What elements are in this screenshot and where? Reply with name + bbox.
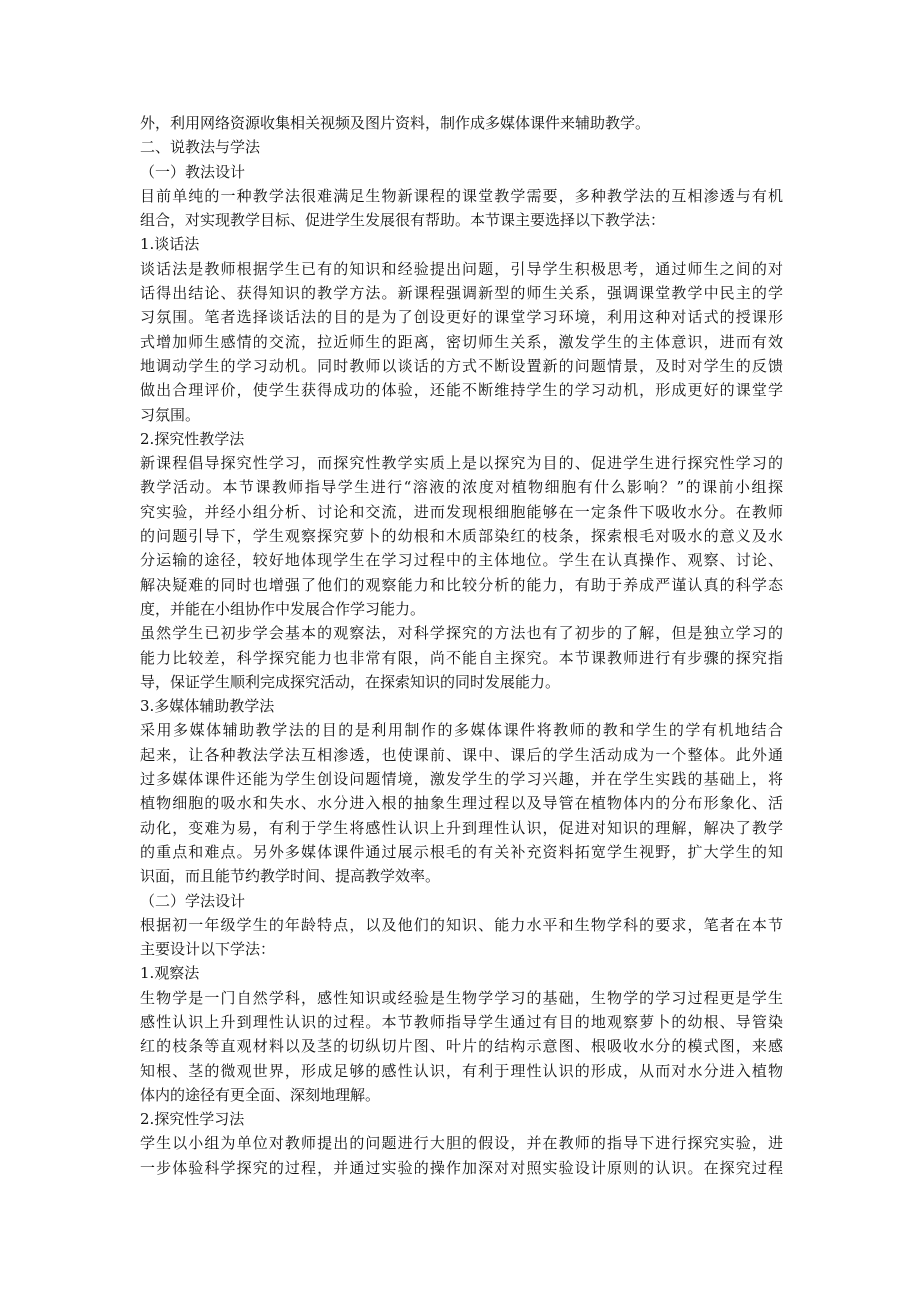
- text-line: 生物学是一门自然学科，感性知识或经验是生物学学习的基础，生物学的学习过程更是学生: [140, 988, 783, 1007]
- text-line: 采用多媒体辅助教学法的目的是利用制作的多媒体课件将教师的教和学生的学有机地结合: [140, 721, 783, 740]
- text-line: 一步体验科学探究的过程，并通过实验的操作加深对对照实验设计原则的认识。在探究过程: [140, 1158, 783, 1177]
- text-line: 的问题引导下，学生观察探究萝卜的幼根和木质部染红的枝条，探索根毛对吸水的意义及水: [140, 527, 783, 546]
- text-line: 虽然学生已初步学会基本的观察法，对科学探究的方法也有了初步的了解，但是独立学习的: [140, 624, 783, 643]
- text-line: 做出合理评价，使学生获得成功的体验，还能不断维持学生的学习动机，形成更好的课堂学: [140, 381, 783, 400]
- text-line: 导，保证学生顺利完成探究活动，在探索知识的同时发展能力。: [140, 672, 561, 691]
- text-line: 式增加师生感情的交流，拉近师生的距离，密切师生关系，激发学生的主体意识，进而有效: [140, 332, 783, 351]
- text-line: 2.探究性学习法: [140, 1110, 245, 1129]
- text-line: 外，利用网络资源收集相关视频及图片资料，制作成多媒体课件来辅助教学。: [140, 114, 651, 132]
- text-line: 识面，而且能节约教学时间、提高教学效率。: [140, 867, 441, 886]
- text-line: 1.谈话法: [140, 235, 200, 254]
- text-line: 究实验，并经小组分析、讨论和交流，进而发现根细胞能够在一定条件下吸收水分。在教师: [140, 502, 783, 521]
- text-line: 地调动学生的学习动机。同时教师以谈话的方式不断设置新的问题情景，及时对学生的反馈: [140, 356, 783, 375]
- text-line: 主要设计以下学法：: [140, 940, 276, 959]
- text-line: 二、说教法与学法: [140, 138, 261, 157]
- text-line: 的重点和难点。另外多媒体课件通过展示根毛的有关补充资料拓宽学生视野，扩大学生的知: [140, 842, 783, 861]
- text-line: 度，并能在小组协作中发展合作学习能力。: [140, 599, 426, 618]
- text-line: 能力比较差，科学探究能力也非常有限，尚不能自主探究。本节课教师进行有步骤的探究指: [140, 648, 783, 667]
- text-line: 习氛围。: [140, 405, 201, 424]
- text-line: （二）学法设计: [140, 891, 246, 910]
- text-line: 动化，变难为易，有利于学生将感性认识上升到理性认识，促进对知识的理解，解决了教学: [140, 818, 783, 837]
- text-line: 学生以小组为单位对教师提出的问题进行大胆的假设，并在教师的指导下进行探究实验，进: [140, 1134, 783, 1153]
- text-line: 感性认识上升到理性认识的过程。本节教师指导学生通过有目的地观察萝卜的幼根、导管染: [140, 1012, 783, 1031]
- text-line: 解决疑难的同时也增强了他们的观察能力和比较分析的能力，有助于养成严谨认真的科学态: [140, 575, 783, 594]
- text-line: （一）教法设计: [140, 162, 246, 181]
- text-line: 分运输的途径，较好地体现学生在学习过程中的主体地位。学生在认真操作、观察、讨论、: [140, 551, 783, 570]
- text-line: 习氛围。笔者选择谈话法的目的是为了创设更好的课堂学习环境，利用这种对话式的授课形: [140, 308, 783, 327]
- text-line: 红的枝条等直观材料以及茎的切纵切片图、叶片的结构示意图、根吸收水分的模式图，来感: [140, 1037, 783, 1056]
- text-line: 过多媒体课件还能为学生创设问题情境，激发学生的学习兴趣，并在学生实践的基础上，将: [140, 770, 783, 789]
- text-line: 根据初一年级学生的年龄特点，以及他们的知识、能力水平和生物学科的要求，笔者在本节: [140, 915, 783, 934]
- text-line: 1.观察法: [140, 964, 200, 983]
- text-line: 教学活动。本节课教师指导学生进行“溶液的浓度对植物细胞有什么影响？”的课前小组探: [140, 478, 783, 497]
- text-line: 植物细胞的吸水和失水、水分进入根的抽象生理过程以及导管在植物体内的分布形象化、活: [140, 794, 783, 813]
- text-line: 3.多媒体辅助教学法: [140, 697, 275, 716]
- text-line: 新课程倡导探究性学习，而探究性教学实质上是以探究为目的、促进学生进行探究性学习的: [140, 454, 783, 473]
- text-line: 话得出结论、获得知识的教学方法。新课程强调新型的师生关系，强调课堂教学中民主的学: [140, 284, 783, 303]
- text-line: 2.探究性教学法: [140, 429, 245, 448]
- text-line: 起来，让各种教法学法互相渗透，也使课前、课中、课后的学生活动成为一个整体。此外通: [140, 745, 783, 764]
- text-line: 体内的途径有更全面、深刻地理解。: [140, 1085, 381, 1104]
- text-line: 组合，对实现教学目标、促进学生发展很有帮助。本节课主要选择以下教学法：: [140, 211, 666, 230]
- document-body: [140, 111, 783, 1180]
- text-line: 知根、茎的微观世界，形成足够的感性认识，有利于理性认识的形成，从而对水分进入植物: [140, 1061, 783, 1080]
- text-line: 目前单纯的一种教学法很难满足生物新课程的课堂教学需要，多种教学法的互相渗透与有机: [140, 186, 783, 205]
- text-line: 谈话法是教师根据学生已有的知识和经验提出问题，引导学生积极思考，通过师生之间的对: [140, 259, 783, 278]
